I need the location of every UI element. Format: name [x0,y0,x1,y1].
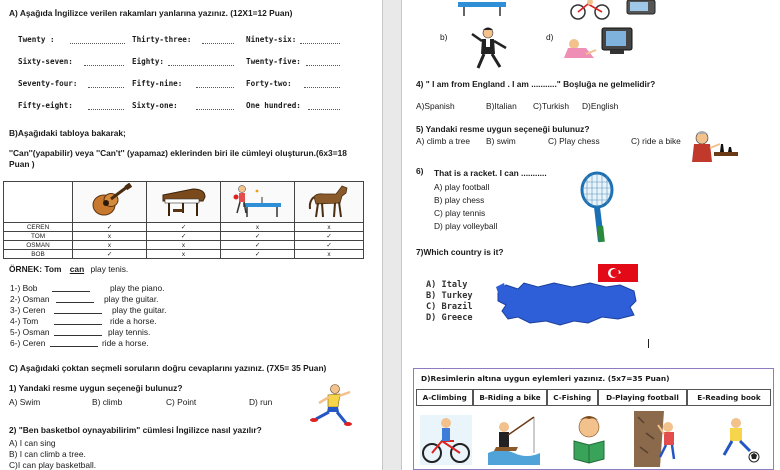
mark-cell: ✓ [221,241,295,250]
q5-option[interactable]: C) Play chess [548,136,600,146]
guitar-cell [73,182,147,223]
q2-option[interactable]: B) I can climb a tree. [9,449,86,459]
q7-option[interactable]: B) Turkey [426,291,473,301]
number-label: Forty-two: [246,79,292,88]
ability-table [3,181,364,259]
example-suffix: play tenis. [90,264,129,274]
mark-cell: ✓ [295,241,364,250]
pic-label-b: b) [440,32,448,42]
row-name: TOM [4,232,73,241]
climbing-picture [634,411,684,467]
answer-blank[interactable] [304,79,340,88]
chess-player-picture [688,128,740,164]
section-d-box [413,368,774,470]
q5-option[interactable]: A) climb a tree [416,136,470,146]
sentence-blank[interactable] [54,316,102,325]
answer-blank[interactable] [300,35,340,44]
number-label: Twenty-five: [246,57,301,66]
table-tennis-icon [233,183,283,219]
playing-football-picture [714,415,764,465]
number-label: Ninety-six: [246,35,297,44]
q1-option[interactable]: D) run [249,397,273,407]
q6-option[interactable]: D) play volleyball [434,221,498,231]
answer-blank[interactable] [196,101,234,110]
sentence-item [10,316,157,326]
table-corner-cell [4,182,73,223]
sentence-blank[interactable] [54,327,102,336]
sentence-subject: 4-) Tom [10,316,39,326]
number-label: Seventy-four: [18,79,78,88]
row-name: OSMAN [4,241,73,250]
fishing-picture [488,413,540,465]
runner-picture [308,383,356,427]
table-row [4,232,364,241]
mark-cell: ✓ [73,250,147,259]
sentence-subject: 2-) Osman [10,294,50,304]
horse-icon [306,183,352,219]
mark-cell: x [147,241,221,250]
racket-picture [578,170,618,244]
verb-cell: C-Fishing [547,389,598,406]
table-row [4,241,364,250]
q2-option[interactable]: C)I can play basketball. [9,460,97,470]
sentence-rest: play the piano. [110,283,165,293]
number-label: Sixty-one: [132,101,178,110]
section-b-instruction-cont: Puan ) [9,159,35,169]
sentence-blank[interactable] [50,338,98,347]
piano-cell [147,182,221,223]
q4-option[interactable]: C)Turkish [533,101,569,111]
answer-blank[interactable] [202,35,234,44]
section-a-title: A) Aşağıda İngilizce verilen rakamları yanlarına yazınız. (12X1=12 Puan) [9,8,293,18]
verb-cell: D-Playing football [598,389,687,406]
verb-cell: A-Climbing [416,389,473,406]
answer-blank[interactable] [88,101,124,110]
tv-top-picture [625,0,657,18]
mark-cell: x [295,250,364,259]
sentence-item [10,327,151,337]
piano-icon [159,183,209,219]
sentence-blank[interactable] [52,283,90,292]
sentence-rest: play the guitar. [112,305,167,315]
number-label: Thirty-three: [132,35,192,44]
q7-option[interactable]: A) Italy [426,280,468,290]
mark-cell: ✓ [221,232,295,241]
mark-cell: ✓ [147,232,221,241]
q1-option[interactable]: A) Swim [9,397,41,407]
bike-top-picture [566,0,614,20]
sentence-subject: 6-) Ceren [10,338,46,348]
example-prefix: ÖRNEK: Tom [9,264,62,274]
table-tennis-top-picture [452,0,512,16]
sentence-item [10,283,165,293]
sentence-item [10,294,159,304]
answer-blank[interactable] [196,79,234,88]
guitar-icon [87,183,133,219]
text-cursor [648,339,649,348]
sentence-subject: 3-) Ceren [10,305,46,315]
q4-option[interactable]: D)English [582,101,619,111]
question-5: 5) Yandaki resme uygun seçeneği bulunuz? [416,124,590,134]
q1-option[interactable]: C) Point [166,397,197,407]
mark-cell: x [73,232,147,241]
q7-option[interactable]: C) Brazil [426,302,473,312]
q2-option[interactable]: A) I can sing [9,438,56,448]
question-4: 4) " I am from England . I am ..........." Boşluğa ne gelmelidir? [416,79,656,89]
mark-cell: x [73,241,147,250]
answer-blank[interactable] [308,101,340,110]
reading-book-picture [564,413,614,465]
mark-cell: x [295,223,364,232]
section-b-title: B)Aşağıdaki tabloya bakarak; [9,128,126,138]
row-name: CEREN [4,223,73,232]
answer-blank[interactable] [306,57,340,66]
q4-option[interactable]: A)Spanish [416,101,455,111]
q7-option[interactable]: D) Greece [426,313,473,323]
horse-cell [295,182,364,223]
sentence-rest: ride a horse. [110,316,157,326]
mark-cell: x [147,250,221,259]
sentence-item [10,338,149,348]
question-2: 2) "Ben basketbol oynayabilirim" cümlesi İngilizce nasıl yazılır? [9,425,262,435]
example-answer: can [69,264,85,274]
table-row [4,223,364,232]
mark-cell: x [221,223,295,232]
mark-cell: ✓ [295,232,364,241]
pic-label-d: d) [546,32,554,42]
sentence-rest: ride a horse. [102,338,149,348]
sentence-subject: 5-) Osman [10,327,50,337]
answer-blank[interactable] [88,79,124,88]
watching-tv-picture [560,24,636,64]
number-label: Twenty : [18,35,55,44]
section-b-instruction: ''Can''(yapabilir) veya ''Can't'' (yapamaz) eklerinden biri ile cümleyi oluşturun.(6x3=18 [9,148,347,158]
example-line [9,264,128,274]
dancing-man-picture [468,26,510,70]
q6-option[interactable]: A) play football [434,182,490,192]
page-gutter [382,0,402,470]
mark-cell: ✓ [73,223,147,232]
verb-row [416,389,771,406]
sentence-blank[interactable] [56,294,94,303]
mark-cell: ✓ [147,223,221,232]
sentence-blank[interactable] [54,305,102,314]
table-tennis-cell [221,182,295,223]
q4-option[interactable]: B)Italian [486,101,517,111]
q6-number: 6) [416,166,424,176]
q5-option[interactable]: B) swim [486,136,516,146]
riding-bike-picture [420,415,472,465]
row-name: BOB [4,250,73,259]
section-d-title: D)Resimlerin altına uygun eylemleri yazınız. (5x7=35 Puan) [421,374,670,383]
sentence-subject: 1-) Bob [10,283,38,293]
q1-option[interactable]: B) climb [92,397,123,407]
answer-blank[interactable] [84,57,124,66]
q5-option[interactable]: C) ride a bike [631,136,681,146]
q6-option[interactable]: B) play chess [434,195,485,205]
number-label: Sixty-seven: [18,57,73,66]
verb-cell: E-Reading book [687,389,771,406]
answer-blank[interactable] [70,35,125,44]
question-7: 7)Which country is it? [416,247,504,257]
number-label: Eighty: [132,57,165,66]
number-label: Fifty-eight: [18,101,73,110]
number-label: One hundred: [246,101,301,110]
sentence-rest: play the guitar. [104,294,159,304]
verb-cell: B-Riding a bike [473,389,546,406]
sentence-item [10,305,167,315]
number-label: Fifty-nine: [132,79,183,88]
question-6: That is a racket. I can ........... [434,168,547,178]
mark-cell: ✓ [221,250,295,259]
sentence-rest: play tennis. [108,327,151,337]
turkey-map-picture [494,279,640,329]
question-1: 1) Yandaki resme uygun seçeneği bulunuz? [9,383,183,393]
table-row [4,250,364,259]
q6-option[interactable]: C) play tennis [434,208,486,218]
answer-blank[interactable] [168,57,234,66]
section-c-title: C) Aşağıdaki çoktan seçmeli soruların doğru cevaplarını yazınız. (7X5= 35 Puan) [9,363,327,373]
